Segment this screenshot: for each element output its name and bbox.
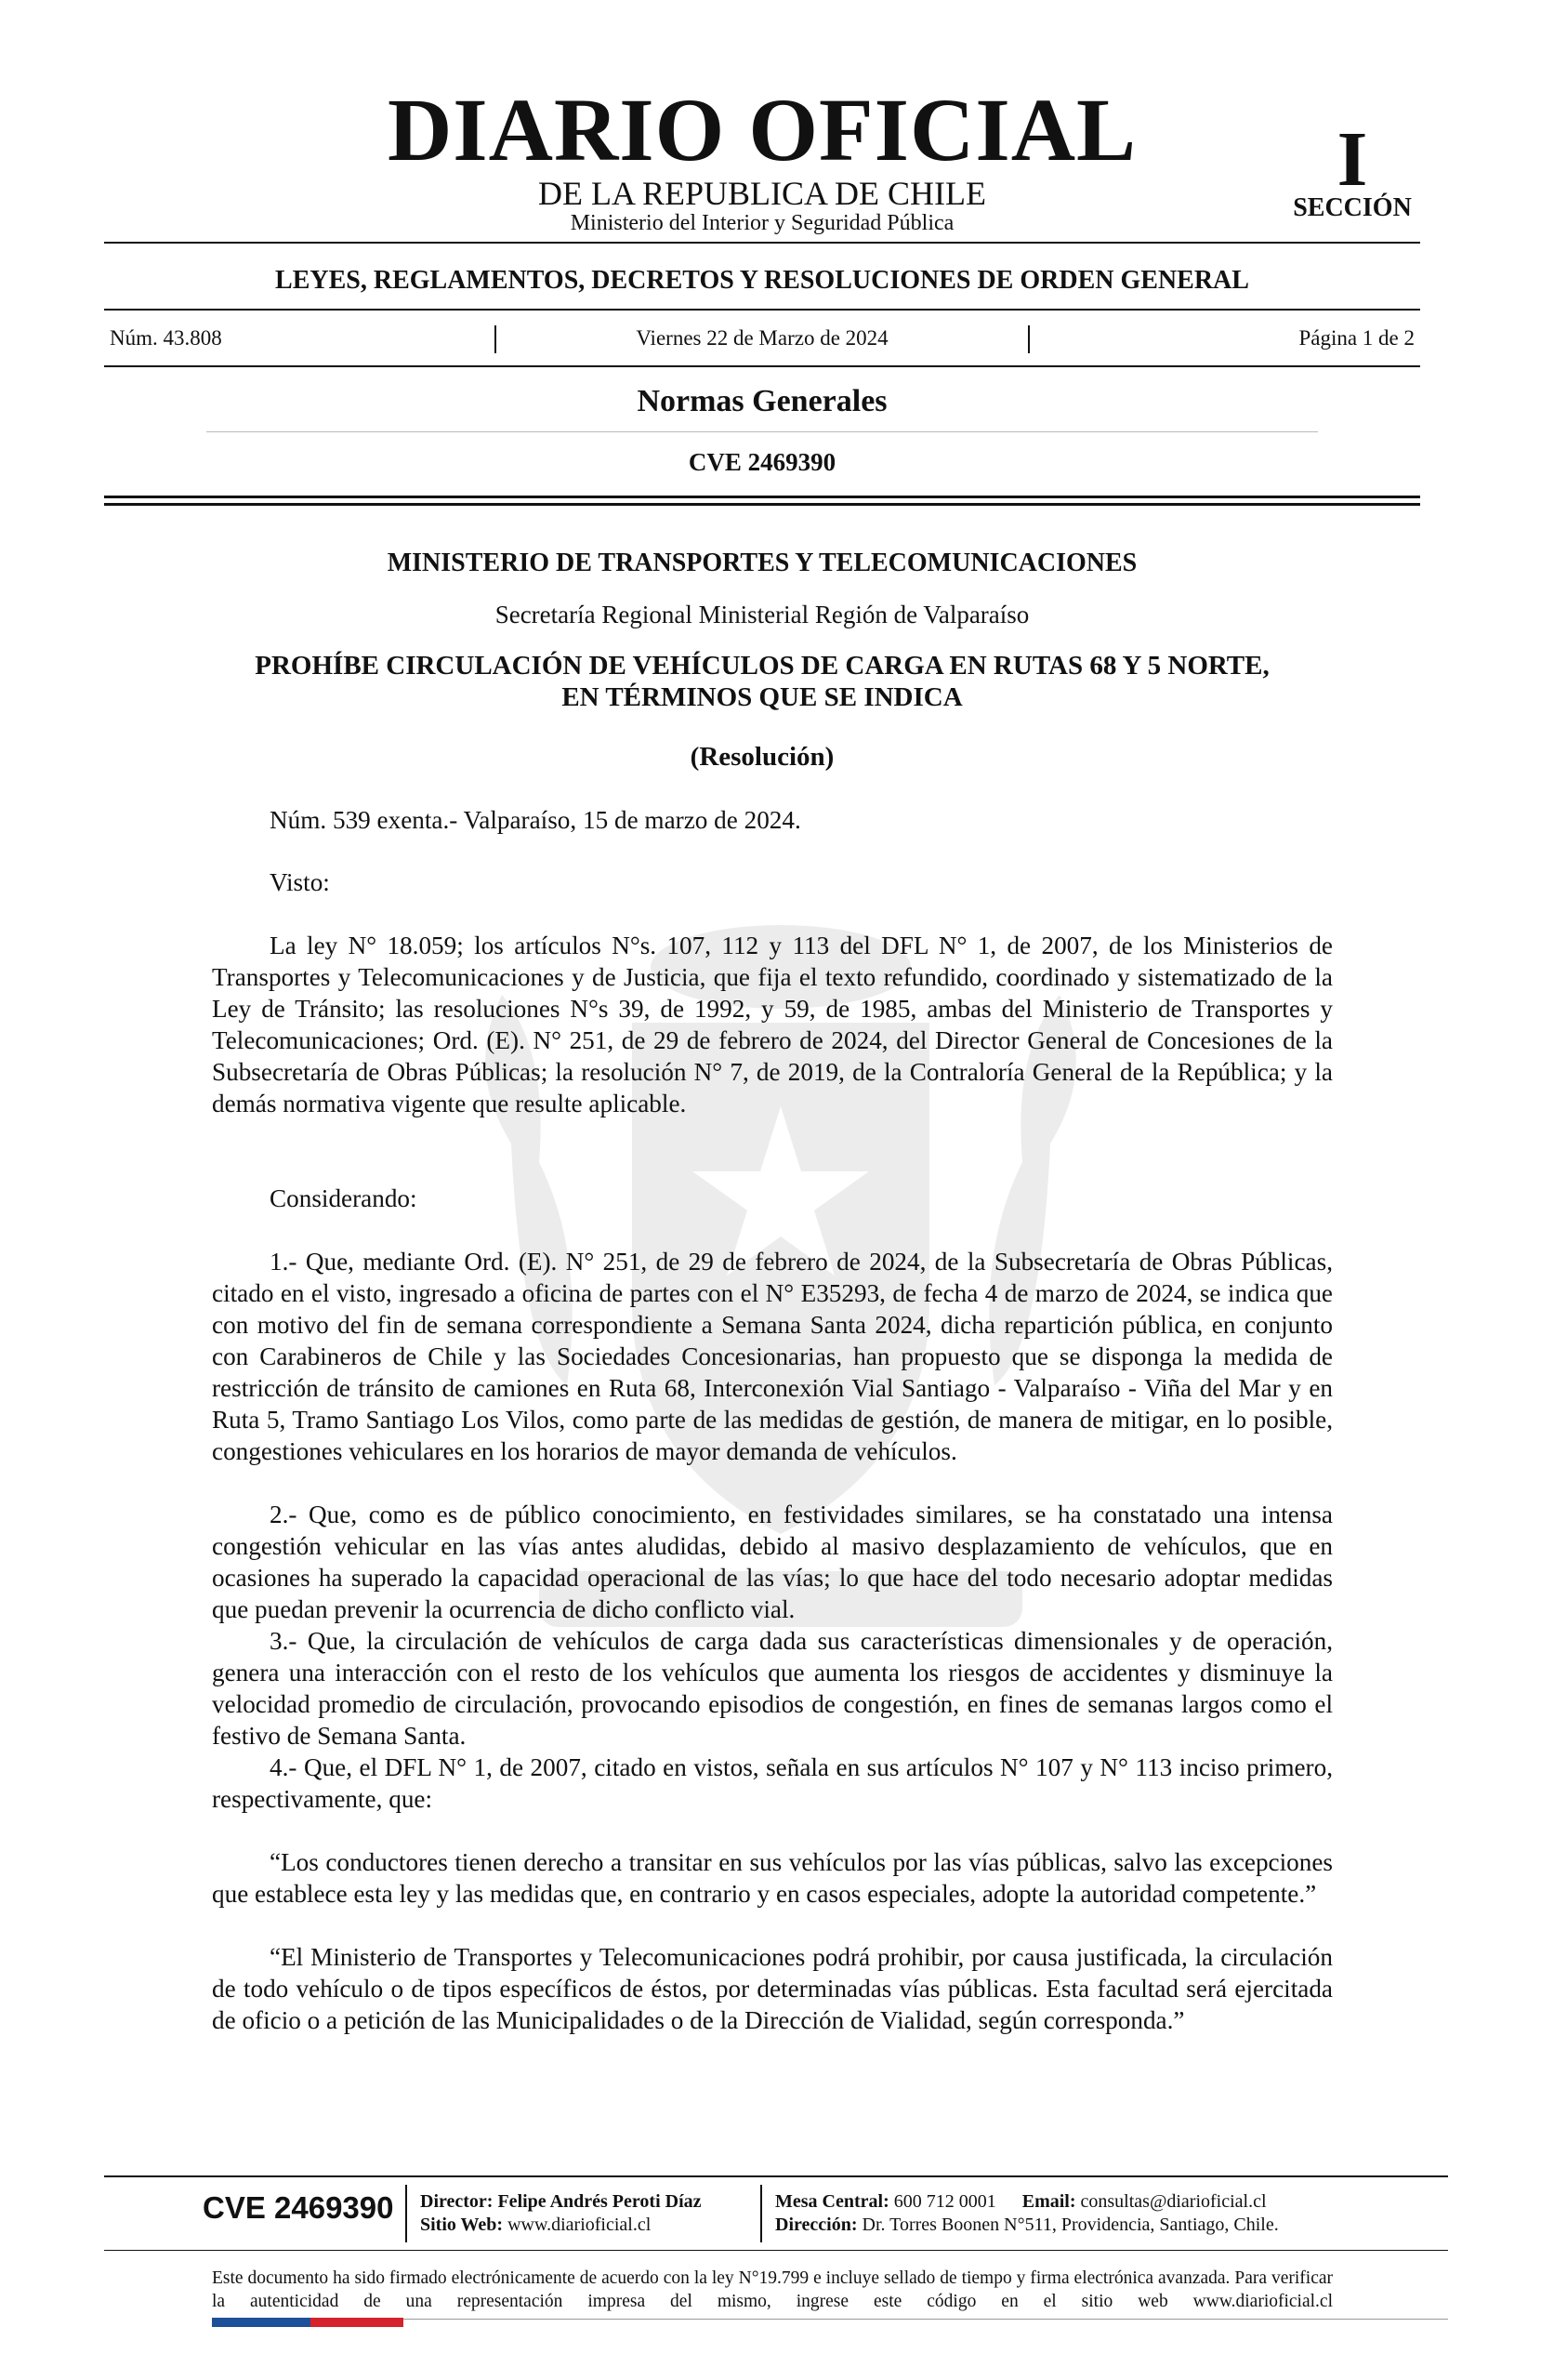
considerando-label: Considerando: [270,1184,417,1212]
masthead-ministry: Ministerio del Interior y Seguridad Pública [570,211,955,235]
quote-paragraph: “El Ministerio de Transportes y Telecomunicaciones podrá prohibir, por causa justificada, la circulación de todo vehículo o de tipos específicos de éstos, por determinadas vías públicas. Esta facultad será ejercitada de oficio o a petición de las Municipalidades o de la Dirección de Vialidad, según corresponda.” [212,1943,1333,2034]
considerando-paragraph: 4.- Que, el DFL N° 1, de 2007, citado en vistos, señala en sus artículos N° 107 y N° 113 inciso primero, respectivamente, que: [212,1753,1333,1813]
issue-date: Viernes 22 de Marzo de 2024 [636,326,889,350]
footer-cve-code: CVE 2469390 [203,2190,394,2225]
footer-phone-label: Mesa Central: [775,2191,889,2212]
considerando-paragraph: 3.- Que, la circulación de vehículos de carga dada sus características dimensionales y de operación, genera una interacción con el resto de los vehículos que aumenta los riesgos de accidentes y disminuye la velocidad promedio de circulación, provocando episodios de congestión, en fines de semanas largos como el festivo de Semana Santa. [212,1627,1333,1750]
section-label: SECCIÓN [1293,193,1412,222]
footer-address [775,2214,1279,2237]
quote-paragraph: “Los conductores tienen derecho a transitar en sus vehículos por las vías públicas, salvo las excepciones que establece esta ley y las medidas que, en contrario y en casos especiales, adopte la autoridad competente.” [212,1848,1333,1908]
footer-flag-red-bar [310,2318,403,2327]
footer-phone: 600 712 0001 [893,2191,996,2212]
resolution-number: Núm. 539 exenta.- Valparaíso, 15 de marzo de 2024. [270,806,801,834]
page-indicator: Página 1 de 2 [1298,326,1415,350]
laws-line: LEYES, REGLAMENTOS, DECRETOS Y RESOLUCIONES DE ORDEN GENERAL [275,266,1249,295]
header-double-rule-2 [104,503,1420,506]
footer-website-label: Sitio Web: [420,2215,504,2235]
section-number: I [1337,116,1368,203]
footer-flag-blue-bar [212,2318,310,2327]
footer-website-link[interactable]: www.diarioficial.cl [507,2215,652,2235]
document-type: (Resolución) [690,742,835,772]
issue-number: Núm. 43.808 [110,326,222,350]
masthead-subtitle: DE LA REPUBLICA DE CHILE [538,175,986,212]
footer-signature-notice: Este documento ha sido firmado electrónicamente de acuerdo con la ley N°19.799 e incluye sellado de tiempo y firma electrónica avanzada. Para verificar la autenticidad de una representación impresa del mismo, ingrese este código en el sitio web www.diarioficial.cl [212,2268,1333,2311]
document-title-line-2: EN TÉRMINOS QUE SE INDICA [561,682,963,712]
footer-email-link[interactable]: consultas@diarioficial.cl [1080,2191,1267,2212]
masthead-rule [104,242,1420,244]
footer-rule-middle [104,2250,1448,2251]
visto-paragraph: La ley N° 18.059; los artículos N°s. 107, 112 y 113 del DFL N° 1, de 2007, de los Ministerios de Transportes y Telecomunicaciones y de Justicia, que fija el texto refundido, coordinado y sistematizado de la Ley de Tránsito; las resoluciones N°s 39, de 1992, y 59, de 1985, ambas del Ministerio de Transportes y Telecomunicaciones; Ord. (E). N° 251, de 29 de febrero de 2024, del Director General de Concesiones de la Subsecretaría de Obras Públicas; la resolución N° 7, de 2019, de la Contraloría General de la República; y la demás normativa vigente que resulte aplicable. [212,932,1333,1117]
document-title-line-1: PROHÍBE CIRCULACIÓN DE VEHÍCULOS DE CARGA EN RUTAS 68 Y 5 NORTE, [255,651,1270,681]
footer-director-label: Director: [420,2191,494,2212]
meta-rule [104,365,1420,367]
section-heading-rule [206,431,1318,432]
footer-separator [760,2185,762,2242]
masthead-title: DIARIO OFICIAL [387,80,1138,179]
document-seremi: Secretaría Regional Ministerial Región de Valparaíso [494,601,1030,628]
cve-code: CVE 2469390 [688,448,836,476]
footer-address-value: Dr. Torres Boonen N°511, Providencia, Santiago, Chile. [862,2215,1279,2235]
considerando-paragraph: 1.- Que, mediante Ord. (E). N° 251, de 29 de febrero de 2024, de la Subsecretaría de Obras Públicas, citado en el visto, ingresado a oficina de partes con el N° E35293, de fecha 4 de marzo de 2024, se indica que con motivo del fin de semana correspondiente a Semana Santa 2024, dicha repartición pública, en conjunto con Carabineros de Chile y las Sociedades Concesionarias, han propuesto que se disponga la medida de restricción de tránsito de camiones en Ruta 68, Interconexión Vial Santiago - Valparaíso - Viña del Mar y en Ruta 5, Tramo Santiago Los Vilos, como parte de las medidas de gestión, de manera de mitigar, en lo posible, congestiones vehiculares en los horarios de mayor demanda de vehículos. [212,1248,1333,1465]
footer-director-name: Felipe Andrés Peroti Díaz [497,2191,702,2212]
footer-separator [405,2185,407,2242]
considerando-paragraph: 2.- Que, como es de público conocimiento, en festividades similares, se ha constatado una intensa congestión vehicular en las vías antes aludidas, debido al masivo desplazamiento de vehículos, que en ocasiones ha superado la capacidad operacional de las vías; lo que hace del todo necesario adoptar medidas que puedan prevenir la ocurrencia de dicho conflicto vial. [212,1501,1333,1623]
footer-address-label: Dirección: [775,2215,858,2235]
visto-label: Visto: [270,868,330,896]
footer-website [420,2214,651,2237]
meta-separator [1028,325,1030,353]
footer-rule-top [104,2175,1448,2177]
footer-email-label: Email: [1021,2191,1076,2212]
section-heading: Normas Generales [637,384,888,418]
footer-director [420,2190,702,2214]
header-double-rule-1 [104,496,1420,498]
footer-contact [775,2190,1267,2214]
laws-rule-top [104,309,1420,311]
document-ministry: MINISTERIO DE TRANSPORTES Y TELECOMUNICACIONES [387,549,1138,577]
